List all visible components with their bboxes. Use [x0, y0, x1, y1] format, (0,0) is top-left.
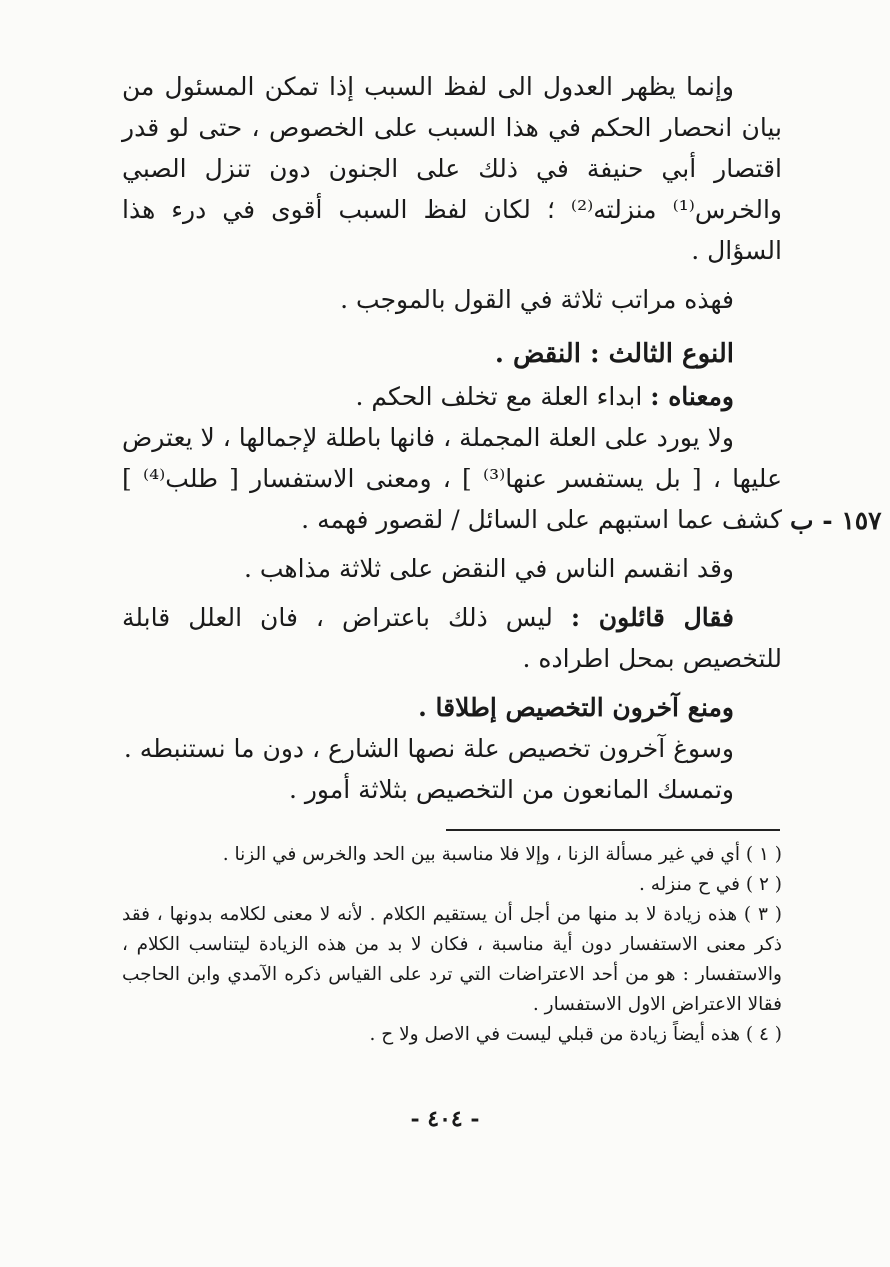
paragraph-3 [122, 376, 782, 417]
footnote-divider [446, 829, 780, 831]
paragraph-4: ولا يورد على العلة المجملة ، فانها باطلة لإجمالها ، لا يعترض عليها ، [ بل يستفسر عنها⁽³⁾ ] ، ومعنى الاستفسار [ طلب⁽⁴⁾ ] كشف عما استبهم على السائل / لقصور فهمه . [122, 423, 782, 534]
paragraph-2: فهذه مراتب ثلاثة في القول بالموجب . [340, 285, 734, 314]
main-text [122, 66, 782, 810]
paragraph-7: ومنع آخرون التخصيص إطلاقا . [418, 693, 734, 722]
footnote-1: ( ١ ) أي في غير مسألة الزنا ، وإلا فلا مناسبة بين الحد والخرس في الزنا . [222, 844, 782, 865]
definition-lead: ومعناه : [650, 382, 734, 411]
folio-margin-note: ١٥٧ - ب [790, 506, 882, 535]
section-heading: النوع الثالث : النقض . [494, 339, 734, 369]
definition-text: ابداء العلة مع تخلف الحكم . [355, 382, 651, 411]
opinion-text: ليس ذلك باعتراض ، فان العلل قابلة للتخصيص بمحل اطراده . [122, 603, 782, 673]
footnotes [122, 840, 782, 1050]
opinion-lead: فقال قائلون : [570, 603, 735, 632]
paragraph-5: وقد انقسم الناس في النقض على ثلاثة مذاهب . [243, 554, 734, 583]
footnote-2: ( ٢ ) في ح منزله . [638, 874, 782, 895]
paragraph-6 [122, 597, 782, 679]
page-number: - ٤٠٤ - [410, 1106, 480, 1132]
paragraph-1: وإنما يظهر العدول الى لفظ السبب إذا تمكن المسئول من بيان انحصار الحكم في هذا السبب على الخصوص ، حتى لو قدر اقتصار أبي حنيفة في ذلك على الجنون دون تنزل الصبي والخرس⁽¹⁾ منزلته⁽²⁾ ؛ لكان لفظ السبب أقوى في درء هذا السؤال . [122, 72, 782, 265]
footnote-4: ( ٤ ) هذه أيضاً زيادة من قبلي ليست في الاصل ولا ح . [369, 1024, 782, 1045]
paragraph-8: وسوغ آخرون تخصيص علة نصها الشارع ، دون ما نستنبطه . [123, 734, 734, 763]
paragraph-9: وتمسك المانعون من التخصيص بثلاثة أمور . [288, 775, 734, 804]
footnote-3: ( ٣ ) هذه زيادة لا بد منها من أجل أن يستقيم الكلام . لأنه لا معنى لكلامه بدونها ، فقد ذكر معنى الاستفسار دون أية مناسبة ، فكان لا بد من هذه الزيادة ليتناسب الكلام ، والاستفسار : هو من أحد الاعتراضات التي ترد على القياس ذكره الآمدي وابن الحاجب فقالا الاعتراض الاول الاستفسار . [122, 904, 782, 1015]
